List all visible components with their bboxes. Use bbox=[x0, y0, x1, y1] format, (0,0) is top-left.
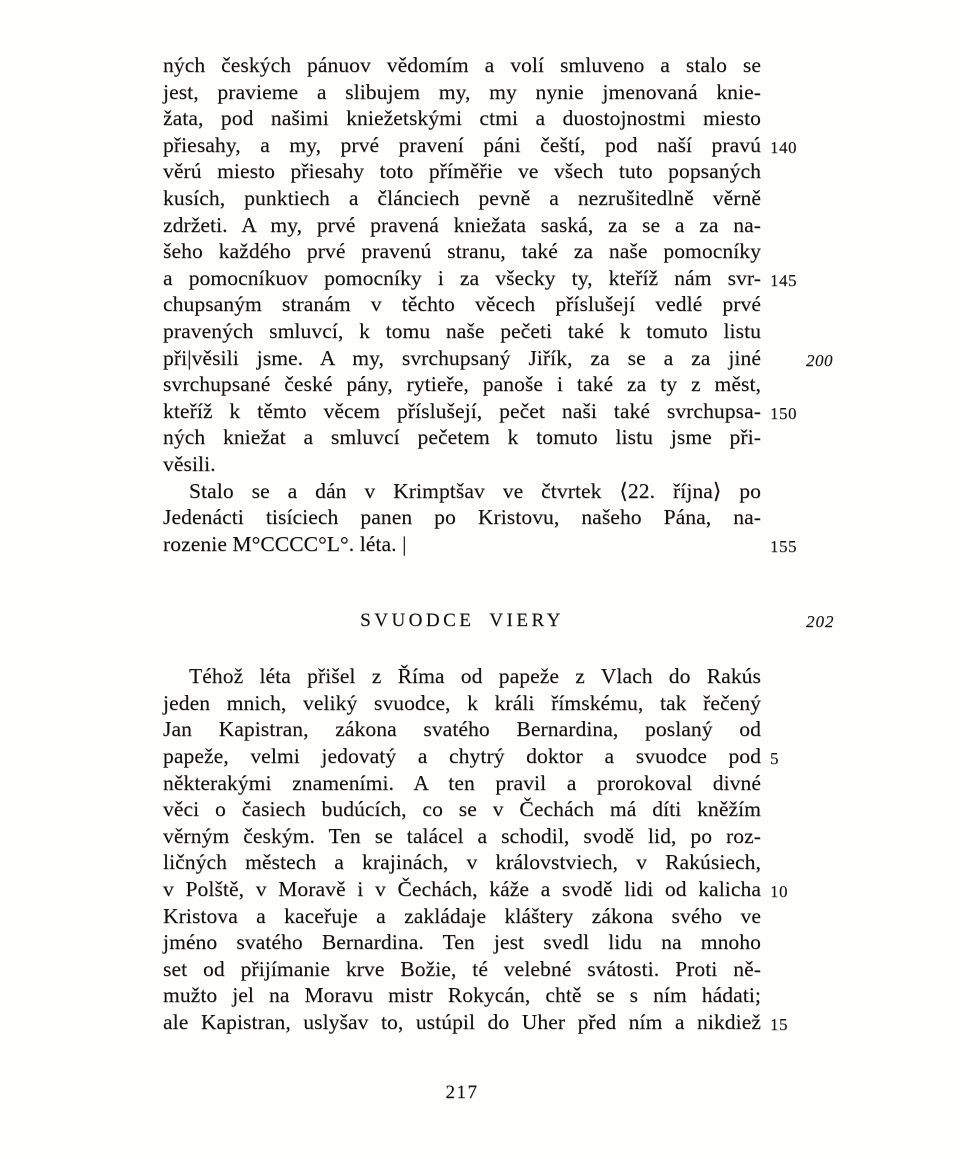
text-line: Jedenácti tisíciech panen po Kristovu, našeho Pána, na- bbox=[163, 505, 761, 530]
margin-source-page-number: 202 bbox=[806, 612, 835, 632]
section-heading-title: SVUODCE VIERY bbox=[360, 610, 564, 632]
text-line: set od přijímanie krve Božie, té velebné svátosti. Proti ně- bbox=[163, 956, 761, 981]
text-line: jest, pravieme a slibujem my, my nynie jmenovaná knie- bbox=[163, 79, 761, 104]
margin-line-number: 145 bbox=[770, 270, 797, 290]
margin-line-number: 5 bbox=[770, 749, 779, 769]
text-line: věrú miesto přiesahy toto příměřie ve všech tuto popsaných bbox=[163, 159, 761, 184]
page-number: 217 bbox=[445, 1082, 479, 1103]
text-line: věrným českým. Ten se talácel a schodil, svodě lid, po roz- bbox=[163, 823, 761, 848]
text-line: pravených smluvcí, k tomu naše pečeti také k tomuto listu bbox=[163, 318, 761, 343]
text-line: ličných městech a krajinách, v královstviech, v Rakúsiech, bbox=[163, 850, 761, 875]
text-line bbox=[163, 345, 833, 372]
text-line: šeho každého prvé pravenú stranu, také za naše pomocníky bbox=[163, 239, 761, 264]
text-line: některakými znameními. A ten pravil a prorokoval divné bbox=[163, 770, 761, 795]
text-line bbox=[163, 743, 779, 770]
margin-line-number: 10 bbox=[770, 882, 788, 902]
text-line: žata, pod našimi kniežetskými ctmi a duostojnostmi miesto bbox=[163, 106, 761, 131]
margin-line-number: 150 bbox=[770, 403, 797, 423]
text-line: Jan Kapistran, zákona svatého Bernardina, poslaný od bbox=[163, 717, 761, 742]
text-line: chupsaným stranám v těchto věcech příslušejí vedlé prvé bbox=[163, 292, 761, 317]
text-line-content: a pomocníkuov pomocníky i za všecky ty, kteříž nám svr- bbox=[163, 265, 761, 290]
text-line: věci o časiech budúcích, co se v Čechách má díti kněžím bbox=[163, 797, 761, 822]
text-line-content: při|věsili jsme. A my, svrchupsaný Jiřík, za se a za jiné bbox=[163, 345, 761, 370]
text-line: ných českých pánuov vědomím a volí smluveno a stalo se bbox=[163, 53, 761, 77]
text-line bbox=[163, 876, 788, 903]
text-line: svrchupsané české pány, rytieře, panoše i také za ty z měst, bbox=[163, 372, 761, 397]
text-line bbox=[163, 398, 797, 425]
margin-line-number: 140 bbox=[770, 137, 797, 157]
text-line-content: papeže, velmi jedovatý a chytrý doktor a svuodce pod bbox=[163, 744, 761, 769]
text-line bbox=[163, 265, 797, 292]
text-line: ných kniežat a smluvcí pečetem k tomuto listu jsme při- bbox=[163, 425, 761, 450]
margin-line-number: 15 bbox=[770, 1015, 788, 1034]
text-line bbox=[163, 1009, 788, 1036]
text-line-content: ale Kapistran, uslyšav to, ustúpil do Uher před ním a nikdiež bbox=[163, 1010, 761, 1034]
section-heading bbox=[163, 609, 835, 633]
text-line-content: přiesahy, a my, prvé pravení páni čeští, pod naší pravú bbox=[163, 132, 761, 157]
text-line: zdržeti. A my, prvé pravená kniežata saská, za se a za na- bbox=[163, 212, 761, 237]
text-line: Kristova a kaceřuje a zakládaje kláštery zákona svého ve bbox=[163, 903, 761, 928]
text-line-content: rozenie M°CCCC°L°. léta. | bbox=[163, 531, 407, 556]
margin-source-page-number: 200 bbox=[806, 350, 833, 370]
text-line: věsili. bbox=[163, 451, 216, 476]
text-line-content: v Polště, v Moravě i v Čechách, káže a svodě lidi od kalicha bbox=[163, 877, 761, 902]
text-block bbox=[163, 52, 835, 1036]
text-line-content: kteříž k těmto věcem příslušejí, pečet naši také svrchupsa- bbox=[163, 398, 761, 423]
text-line: kusích, punktiech a článciech pevně a nezrušitedlně věrně bbox=[163, 185, 761, 210]
margin-line-number: 155 bbox=[770, 536, 797, 556]
text-line bbox=[163, 132, 797, 159]
text-line bbox=[163, 531, 797, 558]
text-line: Stalo se a dán v Krimptšav ve čtvrtek ⟨22. října⟩ po bbox=[189, 478, 761, 503]
text-line: mužto jel na Moravu mistr Rokycán, chtě se s ním hádati; bbox=[163, 983, 761, 1008]
text-line: Téhož léta přišel z Říma od papeže z Vlach do Rakús bbox=[189, 664, 761, 689]
text-line: jeden mnich, veliký svuodce, k králi římskému, tak řečený bbox=[163, 690, 761, 715]
text-line: jméno svatého Bernardina. Ten jest svedl lidu na mnoho bbox=[163, 930, 761, 955]
